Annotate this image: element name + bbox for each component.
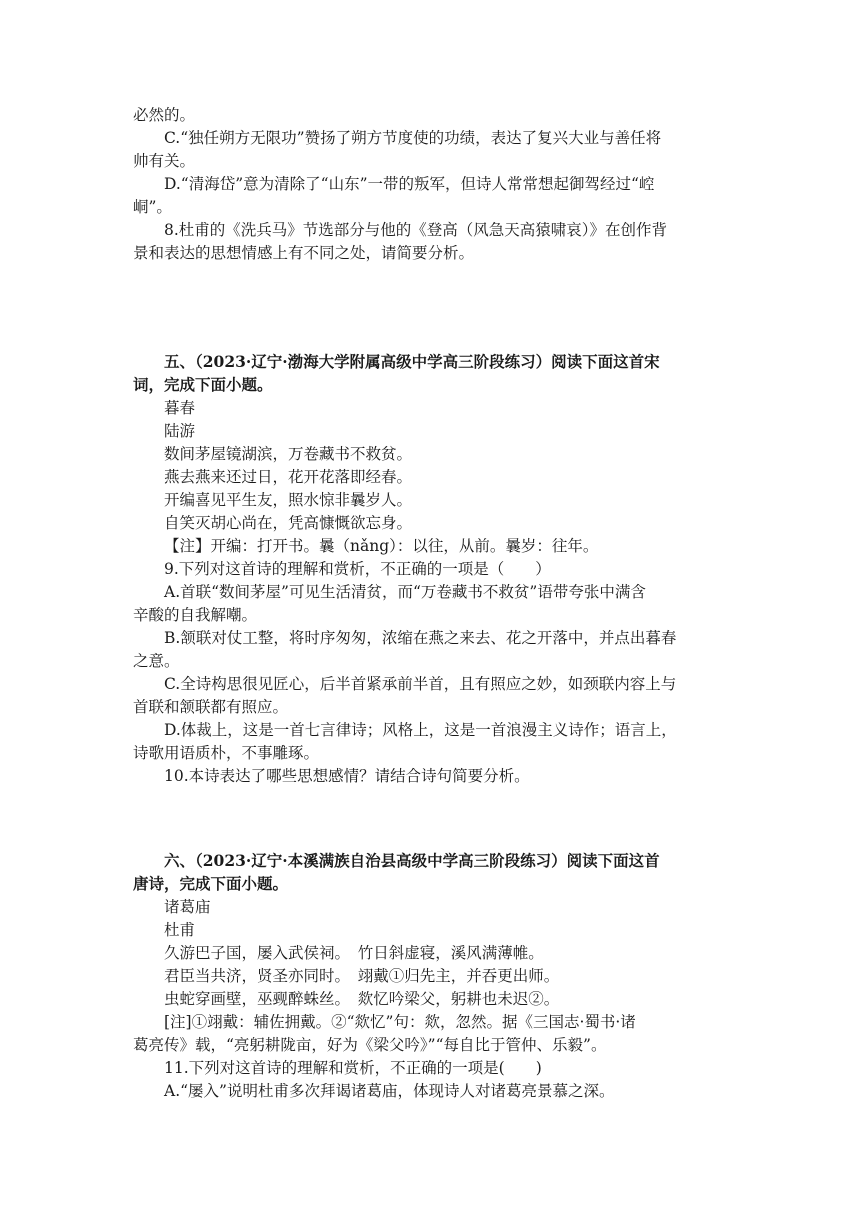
option-d-line2: 诗歌用语质朴，不事雕琢。 — [133, 744, 320, 762]
section-5-heading-line2: 词，完成下面小题。 — [133, 375, 273, 394]
option-d-line1: D.“清海岱”意为清除了“山东”一带的叛军，但诗人常常想起御驾经过“崆 — [164, 175, 655, 193]
poem-note-line2: 葛亮传》载，“亮躬耕陇亩，好为《梁父吟》”“每自比于管仲、乐毅”。 — [133, 1036, 607, 1054]
option-a-line1: A.“屡入”说明杜甫多次拜谒诸葛庙，体现诗人对诸葛亮景慕之深。 — [164, 1082, 615, 1100]
section-5-heading-line1: 五、（2023·辽宁·渤海大学附属高级中学高三阶段练习）阅读下面这首宋 — [164, 352, 660, 371]
poem-author: 杜甫 — [164, 921, 196, 939]
poem-verse: 开编喜见平生友，照水惊非曩岁人。 — [164, 491, 413, 509]
section-6-heading-line2: 唐诗，完成下面小题。 — [133, 874, 289, 893]
question-8-line2: 景和表达的思想情感上有不同之处，请简要分析。 — [133, 244, 475, 262]
option-d-line2: 峒”。 — [133, 198, 172, 216]
question-11: 11.下列对这首诗的理解和赏析，不正确的一项是( ) — [164, 1059, 542, 1077]
poem-verse: 数间茅屋镜湖滨，万卷藏书不救贫。 — [164, 445, 413, 463]
option-c-line1: C.全诗构思很见匠心，后半首紧承前半首，且有照应之妙，如颈联内容上与 — [164, 675, 677, 693]
option-c-line1: C.“独任朔方无限功”赞扬了朔方节度使的功绩，表达了复兴大业与善任将 — [164, 129, 662, 147]
text-line: 必然的。 — [133, 106, 196, 124]
poem-verse: 君臣当共济，贤圣亦同时。 翊戴①归先主，并吞更出师。 — [164, 967, 560, 985]
question-8-line1: 8.杜甫的《洗兵马》节选部分与他的《登高（风急天高猿啸哀）》在创作背 — [164, 221, 668, 239]
option-d-line1: D.体裁上，这是一首七言律诗；风格上，这是一首浪漫主义诗作；语言上， — [164, 721, 677, 739]
option-b-line2: 之意。 — [133, 652, 180, 670]
poem-verse: 久游巴子国，屡入武侯祠。 竹日斜虚寝，溪风满薄帷。 — [164, 944, 544, 962]
poem-note: 【注】开编：打开书。曩（nǎng）：以往，从前。曩岁：往年。 — [164, 537, 599, 555]
option-c-line2: 首联和颔联都有照应。 — [133, 698, 289, 716]
poem-note-line1: [注]①翊戴：辅佐拥戴。②“欻忆”句：欻，忽然。据《三国志·蜀书·诸 — [164, 1013, 636, 1031]
poem-title: 诸葛庙 — [164, 898, 211, 916]
question-10: 10.本诗表达了哪些思想感情？请结合诗句简要分析。 — [164, 767, 530, 785]
poem-author: 陆游 — [164, 422, 196, 440]
poem-title: 暮春 — [164, 399, 196, 417]
question-9: 9.下列对这首诗的理解和赏析，不正确的一项是（ ） — [164, 560, 551, 578]
option-a-line2: 辛酸的自我解嘲。 — [133, 606, 258, 624]
poem-verse: 虫蛇穿画壁，巫觋醉蛛丝。 欻忆吟梁父，躬耕也未迟②。 — [164, 990, 560, 1008]
option-c-line2: 帅有关。 — [133, 152, 196, 170]
option-a-line1: A.首联“数间茅屋”可见生活清贫，而“万卷藏书不救贫”语带夸张中满含 — [164, 583, 646, 601]
option-b-line1: B.颔联对仗工整，将时序匆匆，浓缩在燕之来去、花之开落中，并点出暮春 — [164, 629, 677, 647]
poem-verse: 燕去燕来还过日，花开花落即经春。 — [164, 468, 413, 486]
poem-verse: 自笑灭胡心尚在，凭高慷慨欲忘身。 — [164, 514, 413, 532]
section-6-heading-line1: 六、（2023·辽宁·本溪满族自治县高级中学高三阶段练习）阅读下面这首 — [164, 851, 660, 870]
